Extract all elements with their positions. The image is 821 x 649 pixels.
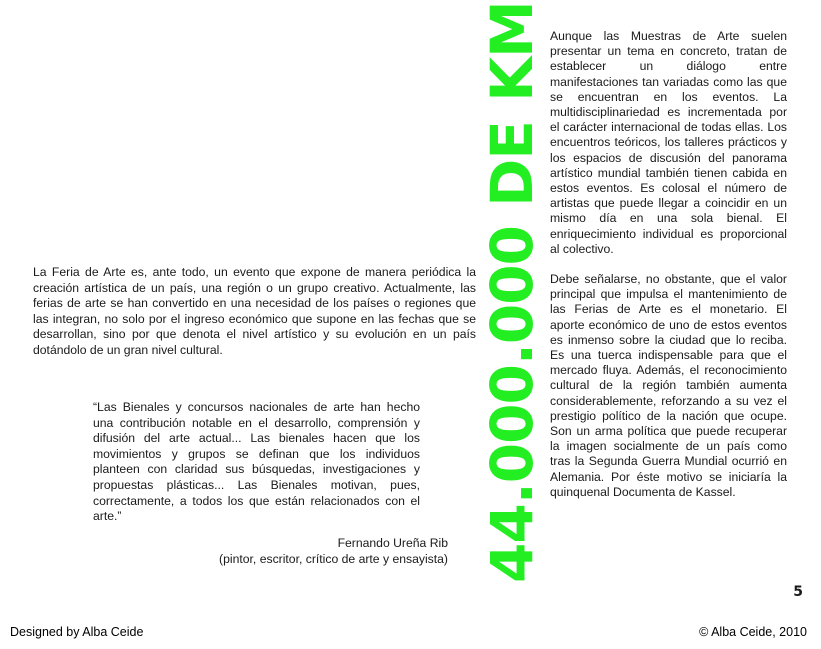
quote-attribution xyxy=(160,536,448,567)
quote-author: Fernando Ureña Rib xyxy=(337,536,448,550)
quote-author-role: (pintor, escritor, crítico de arte y ensayista) xyxy=(219,551,448,566)
headline-number: 44.000.000 DE KM xyxy=(478,1,546,583)
intro-paragraph: La Feria de Arte es, ante todo, un evento que expone de manera periódica la creación artística de un país, una región o un grupo creativo. Actualmente, las ferias de arte se han convertido en una necesidad de los países o regiones que las integran, no solo por el ingreso económico que supone en las fechas que se desarrollan, sino por que denota el nivel artístico y su evolución en un país dotándolo de un gran nivel cultural. xyxy=(33,265,476,357)
right-paragraph-1: Aunque las Muestras de Arte suelen presentar un tema en concreto, tratan de establecer un diálogo entre manifestaciones tan variadas como las que se encuentran en los eventos. La multidisciplinariedad es incrementada por el carácter internacional de todas ellas. Los encuentros teóricos, los talleres prácticos y los espacios de discusión del panorama artístico mundial también tienen cabida en estos eventos. Es colosal el número de artistas que puede llegar a coincidir en un mismo día en una sola bienal. El enriquecimiento individual es proporcional al colectivo. xyxy=(550,29,787,256)
right-column xyxy=(550,29,787,515)
quote-text: “Las Bienales y concursos nacionales de arte han hecho una contribución notable en el desarrollo, comprensión y difusión del arte actual... Las bienales hacen que los movimientos y grupos se definan que los individuos planteen con claridad sus búsquedas, investigaciones y propuestas plásticas... Las Bienales motivan, pues, correctamente, a todos los que están relacionados con el arte.” xyxy=(93,400,420,524)
right-paragraph-2: Debe señalarse, no obstante, que el valor principal que impulsa el mantenimiento de las Ferias de Arte es el monetario. El aporte económico de uno de estos eventos es inmenso sobre la ciudad que lo reciba. Es una tuerca indispensable para que el mercado fluya. Además, el reconocimiento cultural de la región también aumenta considerablemente, reforzando a su vez el prestigio político de la nación que ocupe. Son un arma política que puede recuperar la imagen socialmente de un país como tras la Segunda Guerra Mundial ocurrió en Alemania. Por éste motivo se iniciaría la quinquenal Documenta de Kassel. xyxy=(550,272,787,499)
footer-designer: Designed by Alba Ceide xyxy=(10,625,144,639)
page-number: 5 xyxy=(793,584,803,600)
vertical-headline xyxy=(478,0,546,583)
footer-copyright: © Alba Ceide, 2010 xyxy=(699,625,807,639)
